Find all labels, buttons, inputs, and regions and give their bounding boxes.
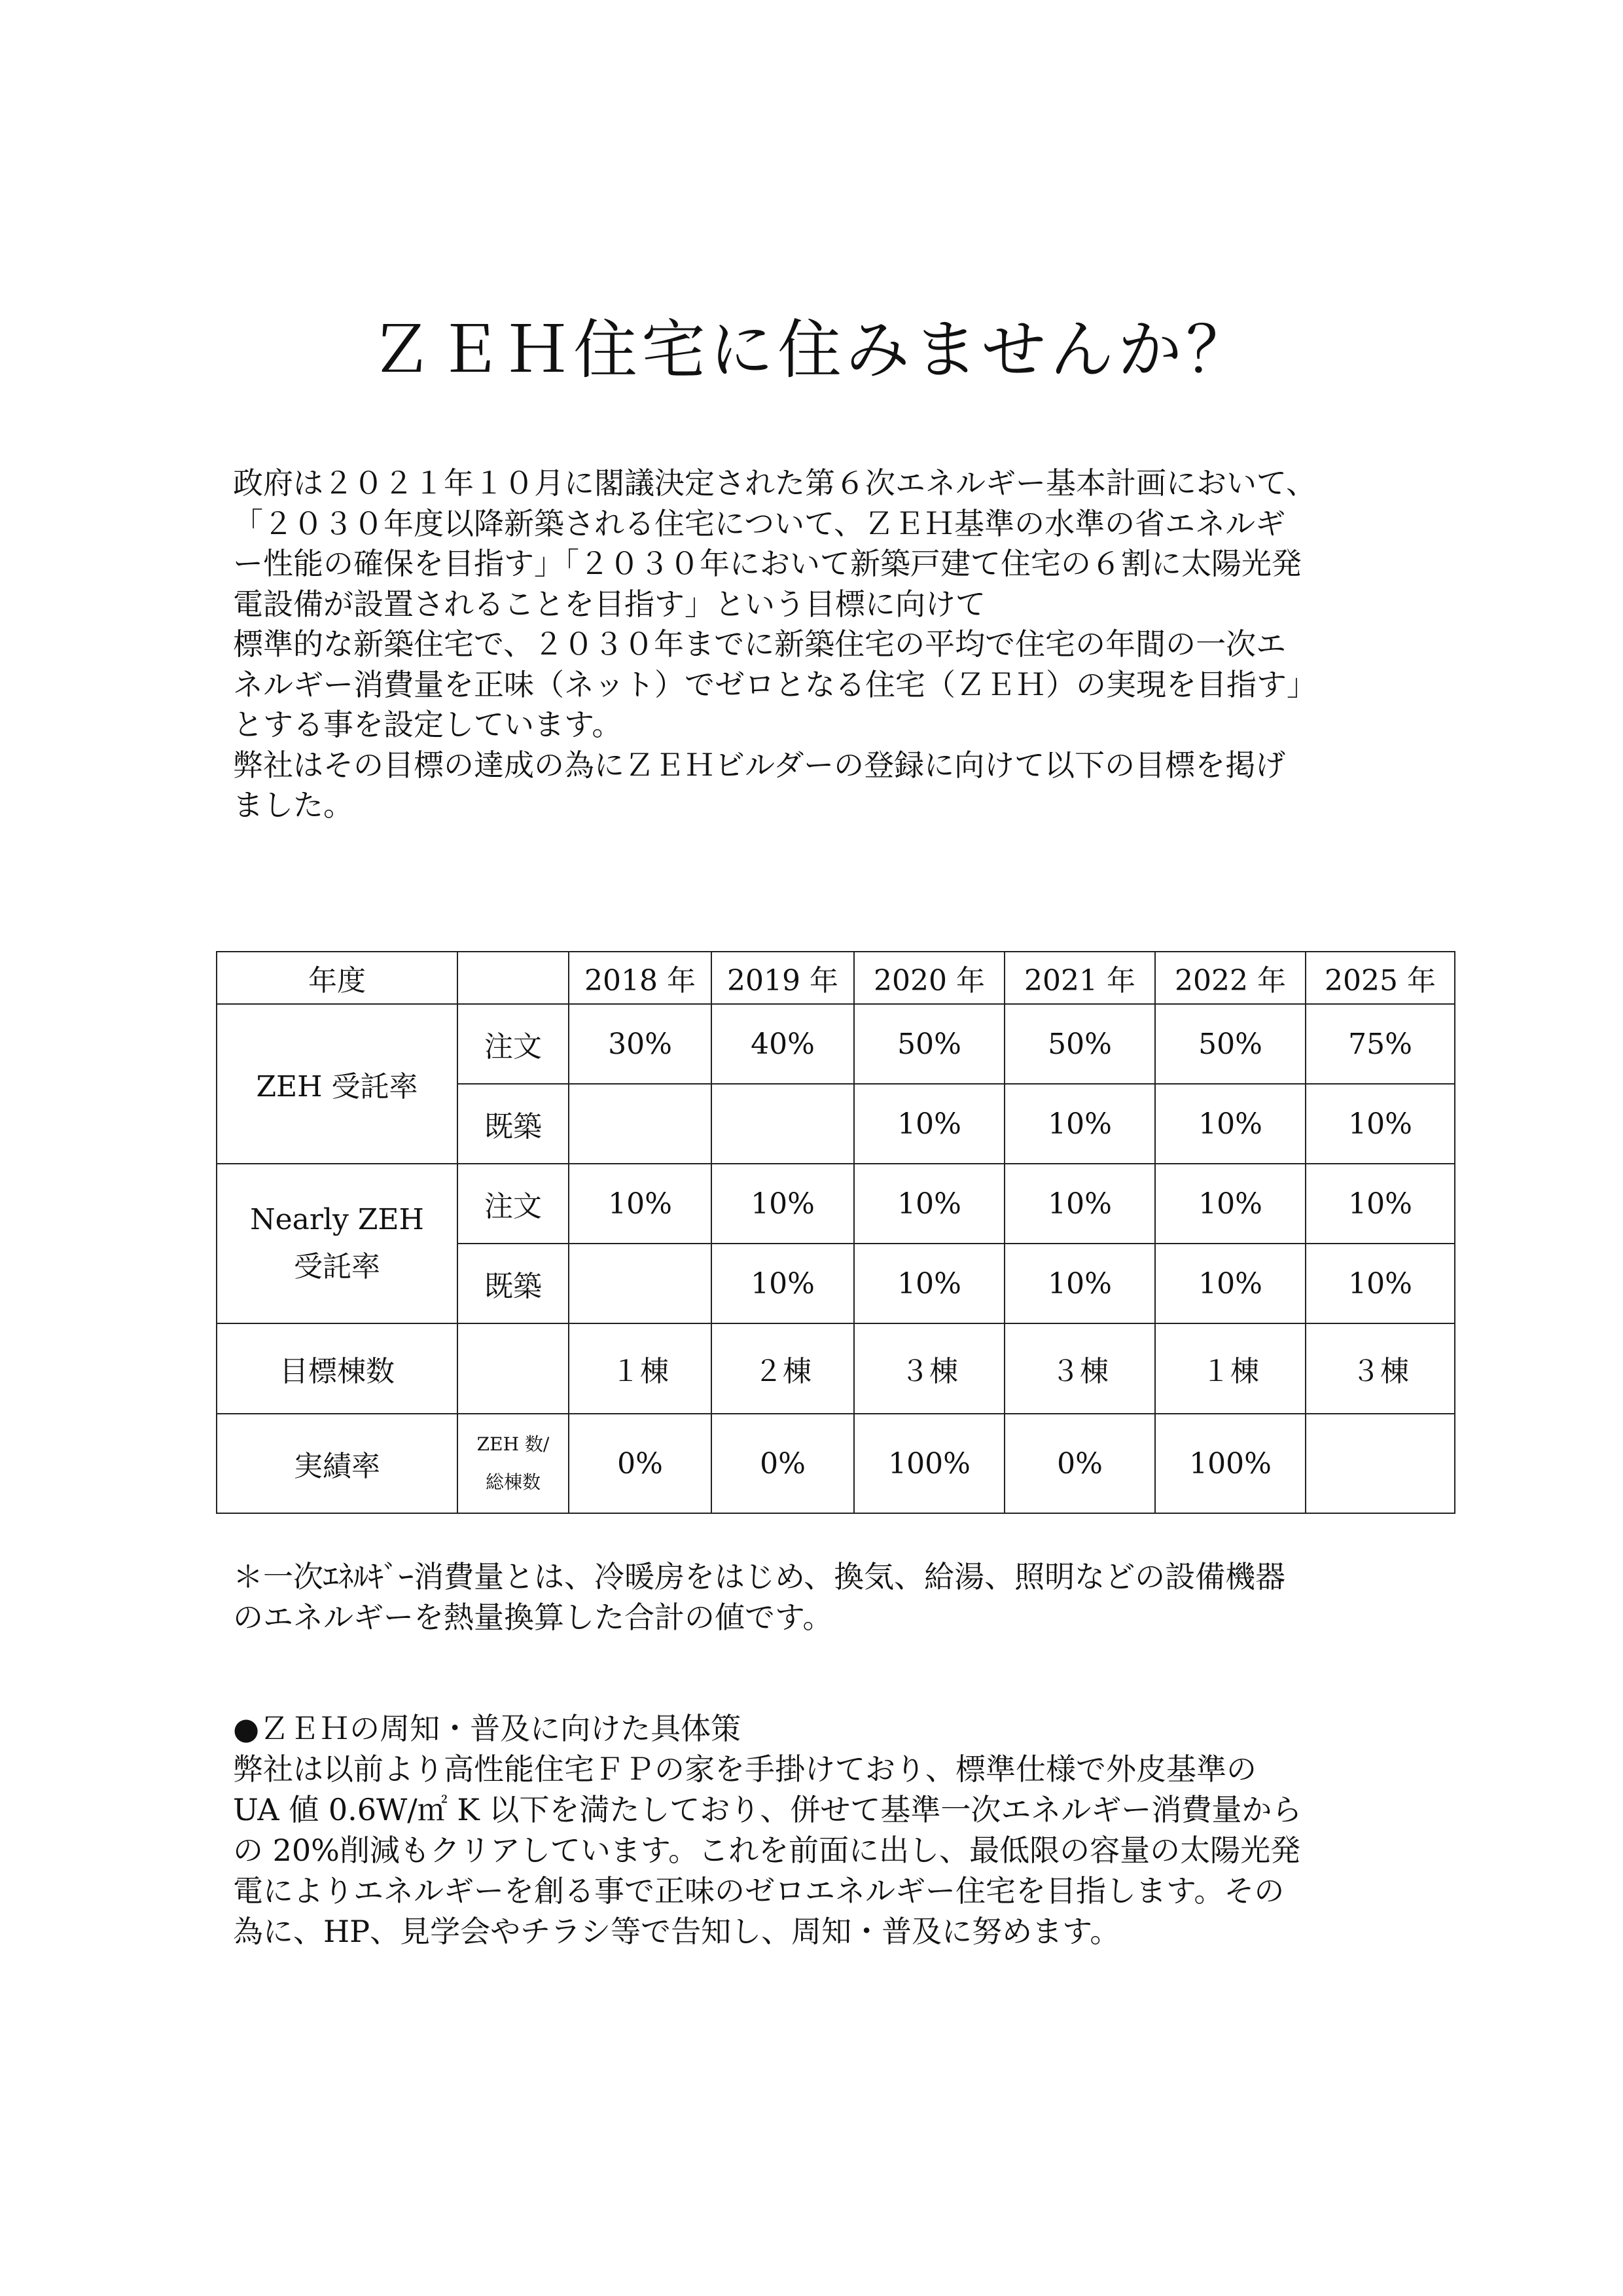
nearly-zeh-label-line2: 受託率	[294, 1250, 380, 1283]
table-cell: 75%	[1306, 1004, 1455, 1084]
table-cell: ３棟	[1306, 1323, 1455, 1414]
intro-line: 弊社はその目標の達成の為にＺＥＨビルダーの登録に向けて以下の目標を掲げ	[233, 747, 1286, 783]
table-cell: 10%	[1005, 1244, 1155, 1323]
nearly-zeh-label-line1: Nearly ZEH	[250, 1203, 424, 1236]
header-cell-year: 2020 年	[854, 952, 1005, 1004]
table-cell: 100%	[1155, 1414, 1306, 1513]
footnote	[233, 1556, 1411, 1638]
measures-line: の 20%削減もクリアしています。これを前面に出し、最低限の容量の太陽光発	[233, 1833, 1301, 1868]
table-cell	[1306, 1414, 1455, 1513]
measures-line: 為に、HP、見学会やチラシ等で告知し、周知・普及に努めます。	[233, 1914, 1120, 1949]
intro-line: 「２０３０年度以降新築される住宅について、ＺＥＨ基準の水準の省エネルギ	[233, 505, 1286, 541]
intro-line: 標準的な新築住宅で、２０３０年までに新築住宅の平均で住宅の年間の一次エ	[233, 626, 1287, 662]
table-cell: 50%	[1155, 1004, 1306, 1084]
table-cell: 0%	[1005, 1414, 1155, 1513]
table-cell	[569, 1244, 711, 1323]
measures-line: 弊社は以前より高性能住宅ＦＰの家を手掛けており、標準仕様で外皮基準の	[233, 1751, 1257, 1787]
table-cell: 10%	[854, 1244, 1005, 1323]
result-sub-label-line1: ZEH 数/	[476, 1433, 550, 1455]
intro-line: 電設備が設置されることを目指す」という目標に向けて	[233, 586, 986, 622]
zeh-target-table	[216, 951, 1455, 1514]
table-cell: 10%	[854, 1164, 1005, 1244]
goal-blank-cell	[457, 1323, 569, 1414]
table-cell: 10%	[1005, 1084, 1155, 1164]
result-sub-label-line2: 総棟数	[485, 1471, 541, 1493]
page-title: ＺＥＨ住宅に住みませんか？	[368, 313, 1254, 387]
header-cell-year: 2019 年	[711, 952, 854, 1004]
table-row-goal	[217, 1323, 1455, 1414]
table-cell: ３棟	[1005, 1323, 1155, 1414]
measures-line: UA 値 0.6W/㎡ K 以下を満たしており、併せて基準一次エネルギー消費量から	[233, 1792, 1302, 1827]
zeh-rate-label: ZEH 受託率	[217, 1004, 457, 1164]
sub-label-order: 注文	[457, 1164, 569, 1244]
footnote-line: ＊一次ｴﾈﾙｷﾞｰ消費量とは、冷暖房をはじめ、換気、給湯、照明などの設備機器	[233, 1559, 1286, 1594]
table-cell: 100%	[854, 1414, 1005, 1513]
measures-section	[233, 1708, 1411, 1952]
intro-paragraph	[233, 463, 1411, 826]
sub-label-order: 注文	[457, 1004, 569, 1084]
table-cell	[711, 1084, 854, 1164]
table-cell: 0%	[569, 1414, 711, 1513]
table-cell: 30%	[569, 1004, 711, 1084]
table-row-zeh-order	[217, 1004, 1455, 1084]
header-cell-year: 2025 年	[1306, 952, 1455, 1004]
table-row-nearly-order	[217, 1164, 1455, 1244]
result-sub-label	[457, 1414, 569, 1513]
table-cell: 10%	[569, 1164, 711, 1244]
table-cell: 10%	[1155, 1084, 1306, 1164]
table-cell: 10%	[1306, 1084, 1455, 1164]
table-cell: 10%	[1005, 1164, 1155, 1244]
nearly-zeh-rate-label	[217, 1164, 457, 1323]
table-cell: 10%	[711, 1164, 854, 1244]
table-cell: 10%	[1306, 1244, 1455, 1323]
header-cell-year: 2021 年	[1005, 952, 1155, 1004]
result-rate-label: 実績率	[217, 1414, 457, 1513]
table-cell: １棟	[1155, 1323, 1306, 1414]
measures-line: 電によりエネルギーを創る事で正味のゼロエネルギー住宅を目指します。その	[233, 1873, 1285, 1909]
table-cell: 10%	[1155, 1244, 1306, 1323]
table-cell: 50%	[854, 1004, 1005, 1084]
table-cell: 10%	[1306, 1164, 1455, 1244]
table-header-row	[217, 952, 1455, 1004]
table-cell	[569, 1084, 711, 1164]
header-cell-year: 2022 年	[1155, 952, 1306, 1004]
table-cell: 10%	[711, 1244, 854, 1323]
table-cell: ２棟	[711, 1323, 854, 1414]
table-cell: 10%	[1155, 1164, 1306, 1244]
table-cell: ３棟	[854, 1323, 1005, 1414]
sub-label-existing: 既築	[457, 1244, 569, 1323]
table-cell: 10%	[854, 1084, 1005, 1164]
intro-line: ました。	[233, 787, 353, 823]
goal-count-label: 目標棟数	[217, 1323, 457, 1414]
table-cell: 0%	[711, 1414, 854, 1513]
header-cell-year-label: 年度	[217, 952, 457, 1004]
table-row-result	[217, 1414, 1455, 1513]
intro-line: ー性能の確保を目指す」「２０３０年において新築戸建て住宅の６割に太陽光発	[233, 546, 1302, 581]
measures-heading: ●ＺＥＨの周知・普及に向けた具体策	[233, 1711, 741, 1746]
intro-line: ネルギー消費量を正味（ネット）でゼロとなる住宅（ＺＥＨ）の実現を目指す」	[233, 666, 1317, 702]
intro-line: とする事を設定しています。	[233, 707, 622, 742]
table-cell: 50%	[1005, 1004, 1155, 1084]
header-cell-blank	[457, 952, 569, 1004]
footnote-line: のエネルギーを熱量換算した合計の値です。	[233, 1600, 833, 1635]
sub-label-existing: 既築	[457, 1084, 569, 1164]
table-cell: １棟	[569, 1323, 711, 1414]
table-cell: 40%	[711, 1004, 854, 1084]
intro-line: 政府は２０２１年１０月に閣議決定された第６次エネルギー基本計画において、	[233, 465, 1317, 501]
header-cell-year: 2018 年	[569, 952, 711, 1004]
